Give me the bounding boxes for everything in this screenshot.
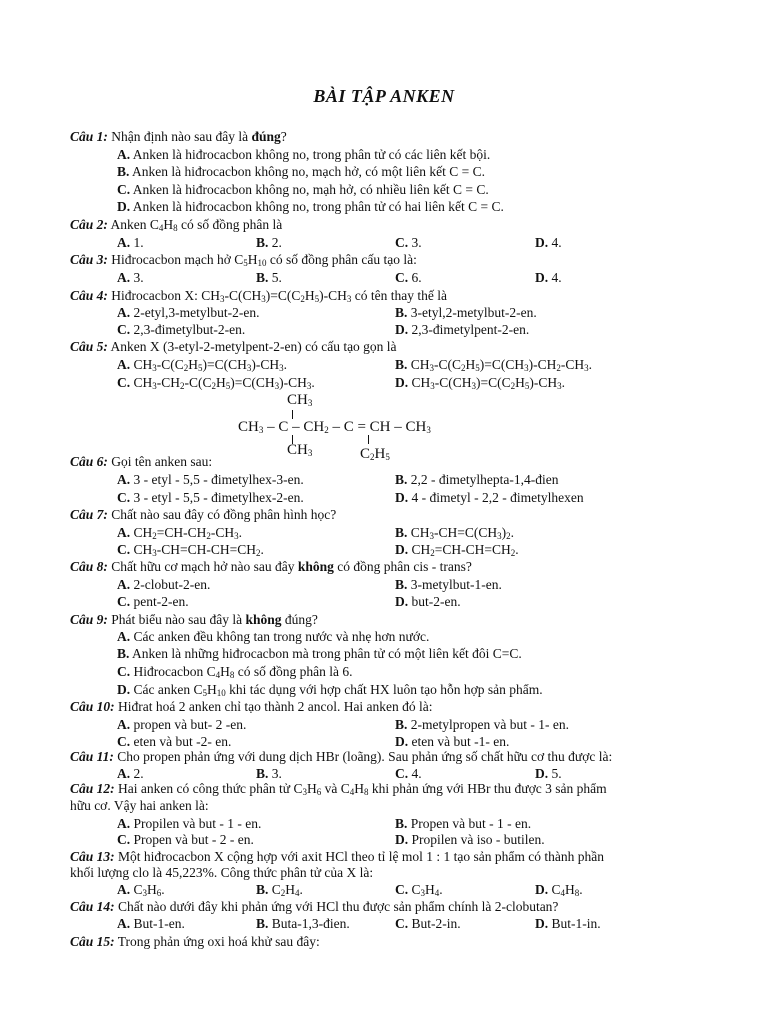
option-b: B. Anken là những hiđrocacbon mà trong phân tử có một liên kết đôi C=C. (117, 646, 522, 661)
option-c: C. eten và but -2- en. (117, 734, 232, 749)
option-c: C. $C_3H_4$. (395, 882, 443, 898)
option-c: C. Hiđrocacbon $C_4H_8$ có số đồng phân là 6. (117, 664, 353, 680)
question-10: Câu 10: Hiđrat hoá 2 anken chỉ tạo thành 2 ancol. Hai anken đó là: (70, 699, 433, 714)
option-c: C. Propen và but - 2 - en. (117, 832, 254, 847)
question-2: Câu 2: Anken $C_4H_8$ có số đồng phân là (70, 217, 283, 233)
question-7: Câu 7: Chất nào sau đây có đồng phân hình học? (70, 507, 337, 522)
question-8: Câu 8: Chất hữu cơ mạch hở nào sau đây không có đồng phân cis - trans? (70, 559, 472, 574)
option-a: A. 2-clobut-2-en. (117, 577, 211, 592)
question-12: Câu 12: Hai anken có công thức phân tử $C_3H_6$ và $C_4H_8$ khi phản ứng với HBr thu được 3 sản phẩm (70, 781, 607, 797)
option-c: C. 3 - etyl - 5,5 - đimetylhex-2-en. (117, 490, 304, 505)
question-12-cont: hữu cơ. Vậy hai anken là: (70, 798, 209, 813)
option-d: D. 5. (535, 766, 562, 781)
option-c: C. pent-2-en. (117, 594, 189, 609)
option-a: A. $CH_3-C(C_2H_5)=C(CH_3)-CH_3$. (117, 357, 288, 373)
question-9: Câu 9: Phát biểu nào sau đây là không đúng? (70, 612, 318, 627)
question-13: Câu 13: Một hiđrocacbon X cộng hợp với axit HCl theo tỉ lệ mol 1 : 1 tạo sản phẩm có thành phần (70, 849, 604, 864)
option-d: D. Propilen và iso - butilen. (395, 832, 545, 847)
option-d: D. eten và but -1- en. (395, 734, 510, 749)
option-c: C. But-2-in. (395, 916, 461, 931)
option-d: D. But-1-in. (535, 916, 601, 931)
option-b: B. 3-metylbut-1-en. (395, 577, 502, 592)
option-d: D. 2,3-đimetylpent-2-en. (395, 322, 530, 337)
option-d: D. 4. (535, 235, 562, 250)
option-c: C. 2,3-đimetylbut-2-en. (117, 322, 246, 337)
document-page: BÀI TẬP ANKEN Câu 1: Nhận định nào sau đây là đúng? A. Anken là hiđrocacbon không no, trong phân tử có các liên kết bội. B. Anken là hiđrocacbon không no, mạch hở, có một liên kết C = C. C. Anken là hiđrocacbon không no, mạh hở, có nhiều liên kết C = C. D. Anken là hiđrocacbon không no, trong phân tử có hai liên kết C = C. Câu 2: Anken $C_4H_8$ có số đồng phân là A. 1. B. 2. C. 3. D. 4. Câu 3: Hiđrocacbon mạch hở $C_5H_{10}$ có số đồng phân cấu tạo là: A. 3. B. 5. C. 6. D. 4. Câu 4: Hiđrocacbon X: $CH_3-C(CH_3)=C(C_2H_5)-CH_3$ có tên thay thế là A. 2-etyl,3-metylbut-2-en. B. 3-etyl,2-metylbut-2-en. C. 2,3-đimetylbut-2-en. D. 2,3-đimetylpent-2-en. Câu 5: Anken X (3-etyl-2-metylpent-2-en) có cấu tạo gọn là A. $CH_3-C(C_2H_5)=C(CH_3)-CH_3$. B. $CH_3-C(C_2H_5)=C(CH_3)-CH_2-CH_3$. C. $CH_3-CH_2-C(C_2H_5)=C(CH_3)-CH_3$. D. $CH_3-C(CH_3)=C(C_2H_5)-CH_3$. $CH_3$ $CH_3$ – C – $CH_2$ – C = CH – $CH_3$ $CH_3$ $C_2H_5$ Câu 6: Gọi tên anken sau: A. 3 - etyl - 5,5 - đimetylhex-3-en. B. 2,2 - đimetylhepta-1,4-đien C. 3 - etyl - 5,5 - đimetylhex-2-en. D. 4 - đimetyl - 2,2 - đimetylhexen Câu 7: Chất nào sau đây có đồng phân hình học? A. $CH_2=CH-CH_2-CH_3$. B. $CH_3-CH=C(CH_3)_2$. C. $CH_3-CH=CH-CH=CH_2$. D. $CH_2=CH-CH=CH_2$. Câu 8: Chất hữu cơ mạch hở nào sau đây không có đồng phân cis - trans? A. 2-clobut-2-en. B. 3-metylbut-1-en. C. pent-2-en. D. but-2-en. Câu 9: Phát biểu nào sau đây là không đúng? A. Các anken đều không tan trong nước và nhẹ hơn nước. B. Anken là những hiđrocacbon mà trong phân tử có một liên kết đôi C=C. C. Hiđrocacbon $C_4H_8$ có số đồng phân là 6. D. Các anken $C_5H_{10}$ khi tác dụng với hợp chất HX luôn tạo hỗn hợp sản phẩm. Câu 10: Hiđrat hoá 2 anken chỉ tạo thành 2 ancol. Hai anken đó là: A. propen và but- 2 -en. B. 2-metylpropen và but - 1- en. C. eten và but -2- en. D. eten và but -1- en. Câu 11: Cho propen phản ứng với dung dịch HBr (loãng). Sau phản ứng số chất hữu cơ thu được là: A. 2. B. 3. C. 4. D. 5. Câu 12: Hai anken có công thức phân tử $C_3H_6$ và $C_4H_8$ khi phản ứng với HBr thu được 3 sản phẩm hữu cơ. Vậy hai anken là: A. Propilen và but - 1 - en. B. Propen và but - 1 - en. C. Propen và but - 2 - en. D. Propilen và iso - butilen. Câu 13: Một hiđrocacbon X cộng hợp với axit HCl theo tỉ lệ mol 1 : 1 tạo sản phẩm có thành phần khối lượng clo là 45,223%. Công thức phân tử của X là: A. $C_3H_6$. B. $C_2H_4$. C. $C_3H_4$. D. $C_4H_8$. Câu 14: Chất nào dưới đây khi phản ứng với HCl thu được sản phẩm chính là 2-clobutan? A. But-1-en. B. Buta-1,3-đien. C. But-2-in. D. But-1-in. Câu 15: Trong phản ứng oxi hoá khử sau đây: (0, 0, 768, 1024)
option-a: A. Propilen và but - 1 - en. (117, 816, 262, 831)
option-a: A. 1. (117, 235, 144, 250)
option-a: A. Anken là hiđrocacbon không no, trong phân tử có các liên kết bội. (117, 147, 491, 162)
option-c: C. 4. (395, 766, 422, 781)
option-b: B. $C_2H_4$. (256, 882, 303, 898)
option-d: D. $CH_2=CH-CH=CH_2$. (395, 542, 519, 558)
option-b: B. Anken là hiđrocacbon không no, mạch hở, có một liên kết C = C. (117, 164, 485, 179)
question-label: Câu 1: (70, 129, 108, 144)
option-a: A. 2. (117, 766, 144, 781)
option-a: A. propen và but- 2 -en. (117, 717, 247, 732)
option-d: D. $CH_3-C(CH_3)=C(C_2H_5)-CH_3$. (395, 375, 566, 391)
option-a: A. $CH_2=CH-CH_2-CH_3$. (117, 525, 243, 541)
page-title: BÀI TẬP ANKEN (313, 86, 455, 106)
option-d: D. Anken là hiđrocacbon không no, trong phân tử có hai liên kết C = C. (117, 199, 504, 214)
option-d: D. $C_4H_8$. (535, 882, 583, 898)
option-c: C. 3. (395, 235, 422, 250)
option-d: D. Các anken $C_5H_{10}$ khi tác dụng với hợp chất HX luôn tạo hỗn hợp sản phẩm. (117, 682, 543, 698)
question-1: Câu 1: Nhận định nào sau đây là đúng? (70, 129, 287, 144)
option-b: B. 2-metylpropen và but - 1- en. (395, 717, 569, 732)
question-13-cont: khối lượng clo là 45,223%. Công thức phân tử của X là: (70, 865, 374, 880)
question-15: Câu 15: Trong phản ứng oxi hoá khử sau đây: (70, 934, 320, 949)
option-b: B. 2,2 - đimetylhepta-1,4-đien (395, 472, 559, 487)
question-4: Câu 4: Hiđrocacbon X: $CH_3-C(CH_3)=C(C_2H_5)-CH_3$ có tên thay thế là (70, 288, 447, 304)
question-14: Câu 14: Chất nào dưới đây khi phản ứng với HCl thu được sản phẩm chính là 2-clobutan? (70, 899, 559, 914)
option-c: C. Anken là hiđrocacbon không no, mạh hở, có nhiều liên kết C = C. (117, 182, 489, 197)
question-5: Câu 5: Anken X (3-etyl-2-metylpent-2-en) có cấu tạo gọn là (70, 339, 397, 354)
option-a: A. $C_3H_6$. (117, 882, 165, 898)
option-a: A. 3. (117, 270, 144, 285)
question-6: Câu 6: Gọi tên anken sau: (70, 454, 213, 469)
option-b: B. $CH_3-CH=C(CH_3)_2$. (395, 525, 515, 541)
option-b: B. 2. (256, 235, 282, 250)
option-b: B. Propen và but - 1 - en. (395, 816, 532, 831)
question-3: Câu 3: Hiđrocacbon mạch hở $C_5H_{10}$ có số đồng phân cấu tạo là: (70, 252, 417, 268)
option-b: B. 3-etyl,2-metylbut-2-en. (395, 305, 537, 320)
option-b: B. 3. (256, 766, 282, 781)
option-d: D. 4. (535, 270, 562, 285)
option-b: B. $CH_3-C(C_2H_5)=C(CH_3)-CH_2-CH_3$. (395, 357, 593, 373)
option-a: A. 3 - etyl - 5,5 - đimetylhex-3-en. (117, 472, 304, 487)
option-d: D. but-2-en. (395, 594, 461, 609)
option-c: C. $CH_3-CH_2-C(C_2H_5)=C(CH_3)-CH_3$. (117, 375, 315, 391)
option-c: C. 6. (395, 270, 422, 285)
option-a: A. Các anken đều không tan trong nước và nhẹ hơn nước. (117, 629, 430, 644)
option-c: C. $CH_3-CH=CH-CH=CH_2$. (117, 542, 264, 558)
option-b: B. 5. (256, 270, 282, 285)
question-11: Câu 11: Cho propen phản ứng với dung dịch HBr (loãng). Sau phản ứng số chất hữu cơ thu được là: (70, 749, 613, 764)
option-a: A. But-1-en. (117, 916, 185, 931)
option-d: D. 4 - đimetyl - 2,2 - đimetylhexen (395, 490, 584, 505)
option-b: B. Buta-1,3-đien. (256, 916, 350, 931)
option-a: A. 2-etyl,3-metylbut-2-en. (117, 305, 260, 320)
